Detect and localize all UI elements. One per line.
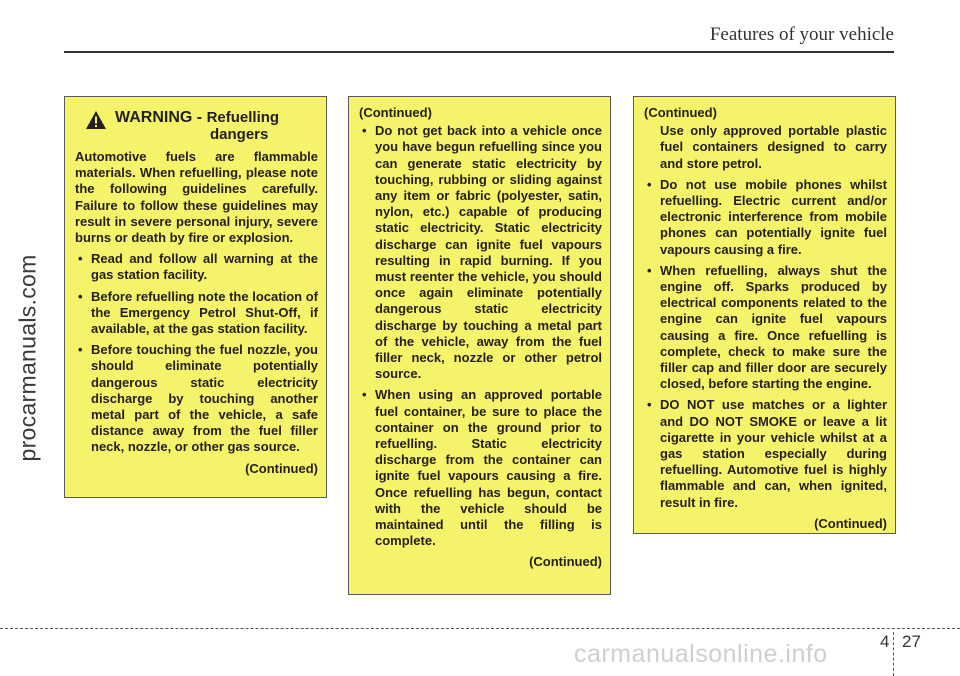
warning-triangle-icon <box>85 110 107 130</box>
list-item: • When using an approved portable fuel container, be sure to place the container on the ground prior to refuelling. Static electricity discharge from the container can ignite fuel vapours causing a fire. Once refuelling has begun, contact with the vehicle should be maintained until the filling is complete. <box>359 387 602 549</box>
continued-label: (Continued) <box>359 105 432 120</box>
side-watermark: procarmanuals.com <box>14 254 41 462</box>
bullet-list <box>644 177 887 511</box>
warning-box-continued-2 <box>633 96 896 534</box>
warning-topic-line1: Refuelling <box>206 109 280 126</box>
warning-box-refuelling <box>64 96 327 498</box>
continued-label: (Continued) <box>644 105 717 120</box>
header-rule <box>64 51 894 53</box>
chapter-number: 4 <box>880 632 890 651</box>
list-item: • Before refuelling note the location of the Emergency Petrol Shut-Off, if available, at the gas station facility. <box>75 289 318 338</box>
page-number-divider <box>893 632 894 676</box>
warning-topic-line2: dangers <box>210 126 269 143</box>
continued-label: (Continued) <box>814 515 887 531</box>
list-item: • Before touching the fuel nozzle, you should eliminate potentially dangerous static electricity discharge by touching another metal part of the vehicle, a safe distance away from the fuel filler neck, nozzle, or other gas source. <box>75 342 318 455</box>
warning-title <box>115 109 279 143</box>
continued-label: (Continued) <box>245 460 318 476</box>
warning-heading <box>85 109 318 143</box>
page-number: 27 <box>902 632 921 651</box>
warning-label: WARNING - <box>115 109 203 126</box>
list-item: • Do not use mobile phones whilst refuelling. Electric current and/or electronic interference from mobile phones can potentially ignite fuel vapours causing a fire. <box>644 177 887 258</box>
list-item: • DO NOT use matches or a lighter and DO NOT SMOKE or leave a lit cigarette in your vehicle whilst at a gas station especially during refuelling. Automotive fuel is highly flammable and can, when ignited, result in fire. <box>644 397 887 510</box>
continued-label: (Continued) <box>529 554 602 570</box>
warning-box-continued-1 <box>348 96 611 595</box>
bullet-list <box>75 251 318 455</box>
warning-intro: Automotive fuels are flammable materials. When refuelling, please note the following guidelines carefully. Failure to follow these guidelines may result in severe personal injury, severe burns or death by fire or explosion. <box>75 149 318 246</box>
footer-rule <box>0 628 960 629</box>
list-item: • When refuelling, always shut the engine off. Sparks produced by electrical components related to the engine can ignite fuel vapours causing a fire. Once refuelling is complete, check to make sure the filler cap and filler door are securely closed, before starting the engine. <box>644 263 887 393</box>
list-item: • Do not get back into a vehicle once you have begun refuelling since you can generate static electricity by touching, rubbing or sliding against any item or fabric (polyester, satin, nylon, etc.) capable of producing static electricity. Static electricity discharge can ignite fuel vapours resulting in rapid burning. If you must reenter the vehicle, you should once again eliminate potentially dangerous static electricity discharge by touching a metal part of the vehicle, away from the fuel filler neck, nozzle or other petrol source. <box>359 123 602 382</box>
indented-paragraph: Use only approved portable plastic fuel containers designed to carry and store petrol. <box>660 123 887 171</box>
list-item: • Read and follow all warning at the gas station facility. <box>75 251 318 283</box>
bullet-list <box>359 123 602 549</box>
header-title: Features of your vehicle <box>709 24 894 45</box>
bottom-watermark: carmanualsonline.info <box>574 640 828 668</box>
